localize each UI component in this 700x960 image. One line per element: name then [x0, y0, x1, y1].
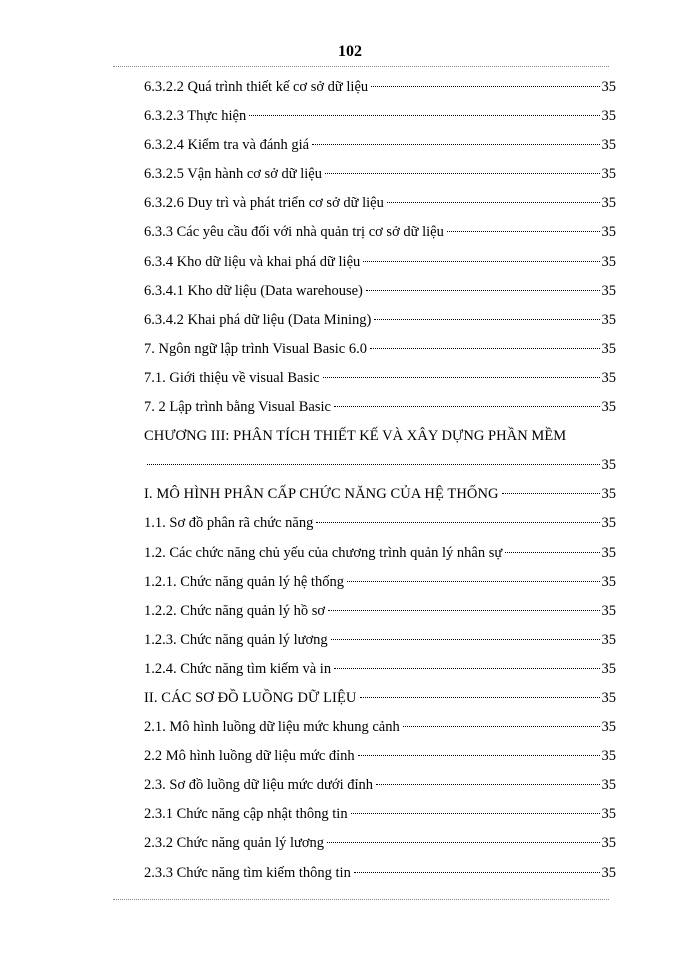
- toc-entry-title: 6.3.2.5 Vận hành cơ sở dữ liệu: [144, 166, 322, 183]
- toc-dot-leader: [370, 348, 600, 349]
- toc-entry-page: 35: [601, 195, 616, 212]
- toc-entry-title: 2.3. Sơ đồ luồng dữ liệu mức dưới đỉnh: [144, 777, 374, 794]
- toc-entry-page: 35: [601, 602, 616, 619]
- toc-dot-leader: [328, 610, 599, 611]
- toc-entry-title: 2.3.2 Chức năng quản lý lương: [144, 835, 325, 852]
- toc-dot-leader: [312, 144, 599, 145]
- toc-dot-leader: [354, 872, 600, 873]
- toc-entry-page: 35: [601, 660, 616, 677]
- toc-dot-leader: [331, 639, 600, 640]
- toc-entry[interactable]: [144, 543, 616, 572]
- toc-entry[interactable]: [144, 601, 616, 630]
- toc-dot-leader: [323, 377, 600, 378]
- toc-entry-page: 35: [601, 108, 616, 125]
- toc-chapter-leader-line[interactable]: [144, 455, 616, 484]
- toc-dot-leader: [366, 290, 600, 291]
- toc-entry-page: 35: [601, 806, 616, 823]
- toc-dot-leader: [374, 319, 599, 320]
- toc-dot-leader: [147, 464, 600, 465]
- toc-entry[interactable]: [144, 746, 616, 775]
- toc-entry[interactable]: [144, 77, 616, 106]
- toc-entry-page: 35: [601, 311, 616, 328]
- toc-entry-page: 35: [601, 777, 616, 794]
- toc-entry-title: 2.3.1 Chức năng cập nhật thông tin: [144, 806, 348, 823]
- toc-entry-page: 35: [601, 544, 616, 561]
- toc-entry-title: 1.2.4. Chức năng tìm kiếm và in: [144, 660, 332, 677]
- toc-entry-title: 6.3.3 Các yêu cầu đối với nhà quản trị cơ sở dữ liệu: [144, 224, 444, 241]
- toc-entry-page: 35: [601, 166, 616, 183]
- toc-dot-leader: [502, 493, 600, 494]
- toc-entry[interactable]: [144, 863, 616, 892]
- toc-entry-page: 35: [601, 573, 616, 590]
- toc-entry-page: 35: [601, 253, 616, 270]
- page-number: 102: [338, 43, 362, 60]
- toc-entry-title: 1.2. Các chức năng chủ yếu của chương trình quản lý nhân sự: [144, 544, 503, 561]
- toc-entry-title: 2.2 Mô hình luồng dữ liệu mức đỉnh: [144, 748, 355, 765]
- toc-entry[interactable]: [144, 222, 616, 251]
- toc-entry-page: 35: [601, 631, 616, 648]
- toc-entry[interactable]: [144, 804, 616, 833]
- toc-dot-leader: [358, 755, 600, 756]
- toc-entry-title: 6.3.2.2 Quá trình thiết kế cơ sở dữ liệu: [144, 79, 369, 95]
- toc-entry[interactable]: [144, 775, 616, 804]
- toc-dot-leader: [360, 697, 600, 698]
- toc-entry[interactable]: [144, 484, 616, 513]
- toc-entry[interactable]: [144, 572, 616, 601]
- toc-entry-title: 6.3.2.4 Kiểm tra và đánh giá: [144, 137, 310, 154]
- toc-dot-leader: [249, 115, 599, 116]
- toc-entry[interactable]: [144, 513, 616, 542]
- toc-entry[interactable]: [144, 310, 616, 339]
- toc-entry-page: 35: [601, 282, 616, 299]
- toc-entry[interactable]: [144, 339, 616, 368]
- toc-dot-leader: [387, 202, 600, 203]
- toc-dot-leader: [371, 86, 599, 87]
- toc-entry[interactable]: [144, 397, 616, 426]
- toc-entry-title: 2.3.3 Chức năng tìm kiếm thông tin: [144, 864, 351, 881]
- footer-divider: [113, 899, 609, 900]
- toc-entry-title: 6.3.2.3 Thực hiện: [144, 108, 247, 125]
- toc-dot-leader: [327, 842, 599, 843]
- header-divider: [113, 66, 609, 67]
- toc-entry[interactable]: [144, 833, 616, 862]
- toc-chapter-heading[interactable]: CHƯƠNG III: PHÂN TÍCH THIẾT KẾ VÀ XÂY DỰNG PHẦN MỀM: [144, 428, 567, 445]
- toc-entry-page: 35: [601, 515, 616, 532]
- toc-entry-title: 6.3.4 Kho dữ liệu và khai phá dữ liệu: [144, 253, 361, 270]
- toc-entry[interactable]: [144, 688, 616, 717]
- toc-entry-page: 35: [601, 719, 616, 736]
- toc-entry-page: 35: [601, 399, 616, 416]
- toc-dot-leader: [505, 552, 599, 553]
- toc-entry-page: 35: [601, 340, 616, 357]
- toc-entry-title: 1.1. Sơ đồ phân rã chức năng: [144, 515, 314, 532]
- table-of-contents: [144, 77, 616, 892]
- toc-entry-title: II. CÁC SƠ ĐỒ LUỒNG DỮ LIỆU: [144, 689, 357, 706]
- toc-entry-page: 35: [601, 137, 616, 154]
- toc-dot-leader: [351, 813, 600, 814]
- toc-entry-title: 6.3.4.2 Khai phá dữ liệu (Data Mining): [144, 311, 372, 328]
- toc-entry-title: 1.2.2. Chức năng quản lý hồ sơ: [144, 602, 326, 619]
- toc-entry-title: 6.3.2.6 Duy trì và phát triển cơ sở dữ liệu: [144, 195, 384, 212]
- toc-entry-page: 35: [601, 457, 616, 474]
- toc-entry-page: 35: [601, 864, 616, 881]
- toc-entry[interactable]: [144, 281, 616, 310]
- toc-entry-title: 7. 2 Lập trình bằng Visual Basic: [144, 399, 331, 416]
- toc-entry-title: 2.1. Mô hình luồng dữ liệu mức khung cảnh: [144, 719, 400, 736]
- toc-entry-page: 35: [601, 79, 616, 95]
- toc-entry[interactable]: [144, 164, 616, 193]
- toc-entry-page: 35: [601, 486, 616, 503]
- toc-dot-leader: [347, 581, 600, 582]
- toc-dot-leader: [363, 261, 599, 262]
- toc-dot-leader: [403, 726, 600, 727]
- toc-entry-title: 1.2.1. Chức năng quản lý hệ thống: [144, 573, 344, 590]
- toc-entry[interactable]: [144, 252, 616, 281]
- toc-entry-page: 35: [601, 224, 616, 241]
- toc-dot-leader: [334, 406, 600, 407]
- toc-entry[interactable]: [144, 106, 616, 135]
- toc-entry-page: 35: [601, 835, 616, 852]
- toc-dot-leader: [325, 173, 600, 174]
- toc-entry-page: 35: [601, 748, 616, 765]
- toc-entry[interactable]: [144, 659, 616, 688]
- toc-entry[interactable]: [144, 193, 616, 222]
- toc-entry-title: 1.2.3. Chức năng quản lý lương: [144, 631, 328, 648]
- toc-entry[interactable]: [144, 135, 616, 164]
- toc-entry[interactable]: [144, 630, 616, 659]
- toc-entry-title: I. MÔ HÌNH PHÂN CẤP CHỨC NĂNG CỦA HỆ THỐNG: [144, 486, 499, 503]
- toc-entry-page: 35: [601, 369, 616, 386]
- toc-entry-title: 7. Ngôn ngữ lập trình Visual Basic 6.0: [144, 340, 367, 357]
- toc-dot-leader: [447, 231, 600, 232]
- toc-entry[interactable]: [144, 717, 616, 746]
- toc-entry-page: 35: [601, 689, 616, 706]
- toc-dot-leader: [334, 668, 599, 669]
- toc-entry[interactable]: [144, 368, 616, 397]
- toc-dot-leader: [376, 784, 599, 785]
- toc-entry-title: 7.1. Giới thiệu về visual Basic: [144, 369, 320, 386]
- toc-dot-leader: [316, 522, 599, 523]
- toc-entry-title: 6.3.4.1 Kho dữ liệu (Data warehouse): [144, 282, 363, 299]
